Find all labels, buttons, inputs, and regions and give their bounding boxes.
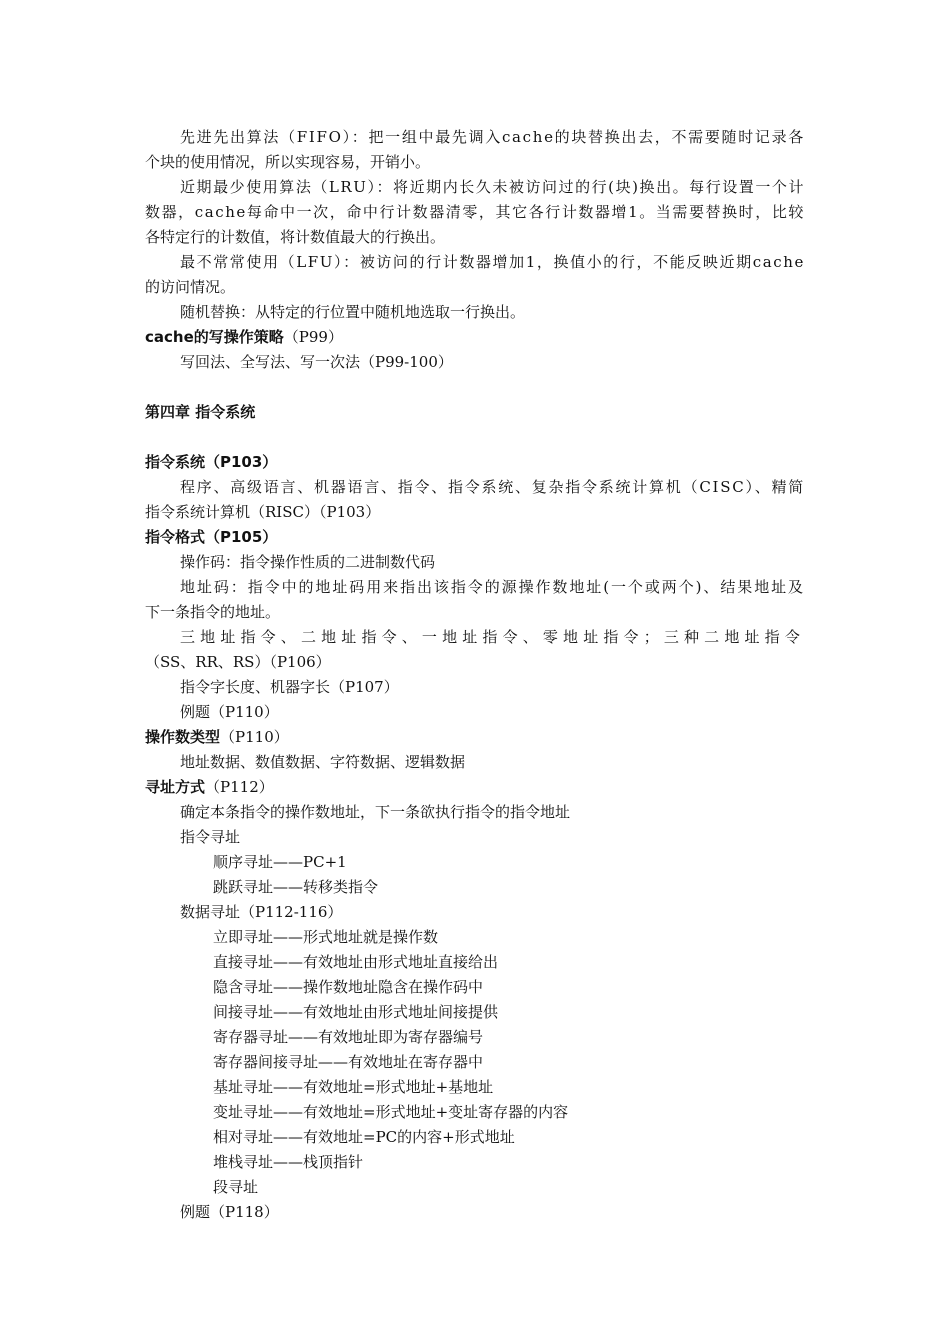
text-line	[145, 402, 255, 422]
body-text: 堆栈寻址——栈顶指针	[213, 1153, 364, 1171]
text-line	[213, 977, 483, 997]
body-text: 直接寻址——有效地址由形式地址直接给出	[213, 953, 499, 971]
section-heading: cache的写操作策略	[145, 328, 284, 346]
text-line	[145, 602, 280, 622]
text-line	[180, 902, 342, 922]
text-line	[145, 452, 277, 472]
body-text: 近期最少使用算法（LRU）：将近期内长久未被访问过的行(块)换出。每行设置一个计	[180, 178, 805, 196]
body-text: 操作码：指令操作性质的二进制数代码	[180, 553, 436, 571]
body-text: 相对寻址——有效地址=PC的内容+形式地址	[213, 1128, 515, 1146]
text-line	[180, 552, 435, 572]
text-line	[145, 327, 343, 347]
text-line	[213, 1077, 493, 1097]
body-text: 确定本条指令的操作数地址，下一条欲执行指令的指令地址	[180, 803, 571, 821]
text-line	[145, 227, 445, 247]
body-text: 的访问情况。	[145, 278, 236, 296]
text-line	[145, 152, 430, 172]
text-line	[180, 477, 805, 497]
body-text: 寄存器寻址——有效地址即为寄存器编号	[213, 1028, 484, 1046]
body-text: 数据寻址（P112-116）	[180, 903, 343, 921]
body-text: 寄存器间接寻址——有效地址在寄存器中	[213, 1053, 484, 1071]
body-text: 三地址指令、二地址指令、一地址指令、零地址指令；三种二地址指令	[180, 628, 805, 646]
section-heading: 第四章 指令系统	[145, 403, 256, 421]
text-line	[213, 927, 438, 947]
text-line	[145, 652, 331, 672]
text-line	[145, 277, 235, 297]
body-text: 指令字长度、机器字长（P107）	[180, 678, 399, 696]
body-text: 随机替换：从特定的行位置中随机地选取一行换出。	[180, 303, 526, 321]
text-line	[213, 1127, 515, 1147]
section-heading: 指令系统（P103）	[145, 453, 278, 471]
section-heading: 指令格式（P105）	[145, 528, 278, 546]
text-line	[213, 1027, 483, 1047]
body-text: 跳跃寻址——转移类指令	[213, 878, 379, 896]
body-text: 隐含寻址——操作数地址隐含在操作码中	[213, 978, 484, 996]
body-text: 顺序寻址——PC+1	[213, 853, 347, 871]
text-line	[145, 527, 277, 547]
body-text: 数器，cache每命中一次，命中行计数器清零，其它各行计数器增1。当需要替换时，比较	[145, 203, 805, 221]
text-line	[213, 952, 498, 972]
page-reference: （P110）	[220, 728, 289, 746]
text-line	[180, 752, 465, 772]
body-text: 间接寻址——有效地址由形式地址间接提供	[213, 1003, 499, 1021]
body-text: 指令寻址	[180, 828, 241, 846]
body-text: 基址寻址——有效地址=形式地址+基地址	[213, 1078, 494, 1096]
section-heading: 操作数类型	[145, 728, 221, 746]
text-line	[145, 202, 805, 222]
text-line	[180, 127, 805, 147]
body-text: 个块的使用情况，所以实现容易，开销小。	[145, 153, 431, 171]
body-text: （SS、RR、RS）（P106）	[145, 653, 331, 671]
text-line	[213, 1102, 568, 1122]
text-line	[180, 677, 399, 697]
body-text: 段寻址	[213, 1178, 259, 1196]
body-text: 立即寻址——形式地址就是操作数	[213, 928, 439, 946]
body-text: 下一条指令的地址。	[145, 603, 281, 621]
page-reference: （P99）	[283, 328, 343, 346]
body-text: 最不常常使用（LFU）：被访问的行计数器增加1，换值小的行，不能反映近期cache	[180, 253, 805, 271]
text-line	[180, 702, 279, 722]
body-text: 程序、高级语言、机器语言、指令、指令系统、复杂指令系统计算机（CISC）、精简	[180, 478, 805, 496]
text-line	[213, 1177, 258, 1197]
text-line	[180, 627, 805, 647]
body-text: 各特定行的计数值，将计数值最大的行换出。	[145, 228, 446, 246]
text-line	[213, 1052, 483, 1072]
text-line	[180, 252, 805, 272]
body-text: 地址数据、数值数据、字符数据、逻辑数据	[180, 753, 466, 771]
text-line	[180, 827, 240, 847]
text-line	[180, 177, 805, 197]
text-line	[213, 877, 378, 897]
text-line	[145, 727, 289, 747]
text-line	[213, 1152, 363, 1172]
body-text: 变址寻址——有效地址=形式地址+变址寄存器的内容	[213, 1103, 569, 1121]
body-text: 例题（P110）	[180, 703, 279, 721]
body-text: 例题（P118）	[180, 1203, 279, 1221]
text-line	[213, 852, 347, 872]
body-text: 地址码：指令中的地址码用来指出该指令的源操作数地址(一个或两个)、结果地址及	[180, 578, 805, 596]
body-text: 写回法、全写法、写一次法（P99-100）	[180, 353, 453, 371]
body-text: 指令系统计算机（RISC）（P103）	[145, 503, 381, 521]
page-reference: （P112）	[205, 778, 274, 796]
section-heading: 寻址方式	[145, 778, 206, 796]
text-line	[145, 777, 274, 797]
text-line	[180, 302, 525, 322]
text-line	[180, 1202, 279, 1222]
text-line	[145, 502, 380, 522]
text-line	[213, 1002, 498, 1022]
text-line	[180, 577, 805, 597]
body-text: 先进先出算法（FIFO）：把一组中最先调入cache的块替换出去，不需要随时记录各	[180, 128, 805, 146]
text-line	[180, 802, 570, 822]
text-line	[180, 352, 453, 372]
